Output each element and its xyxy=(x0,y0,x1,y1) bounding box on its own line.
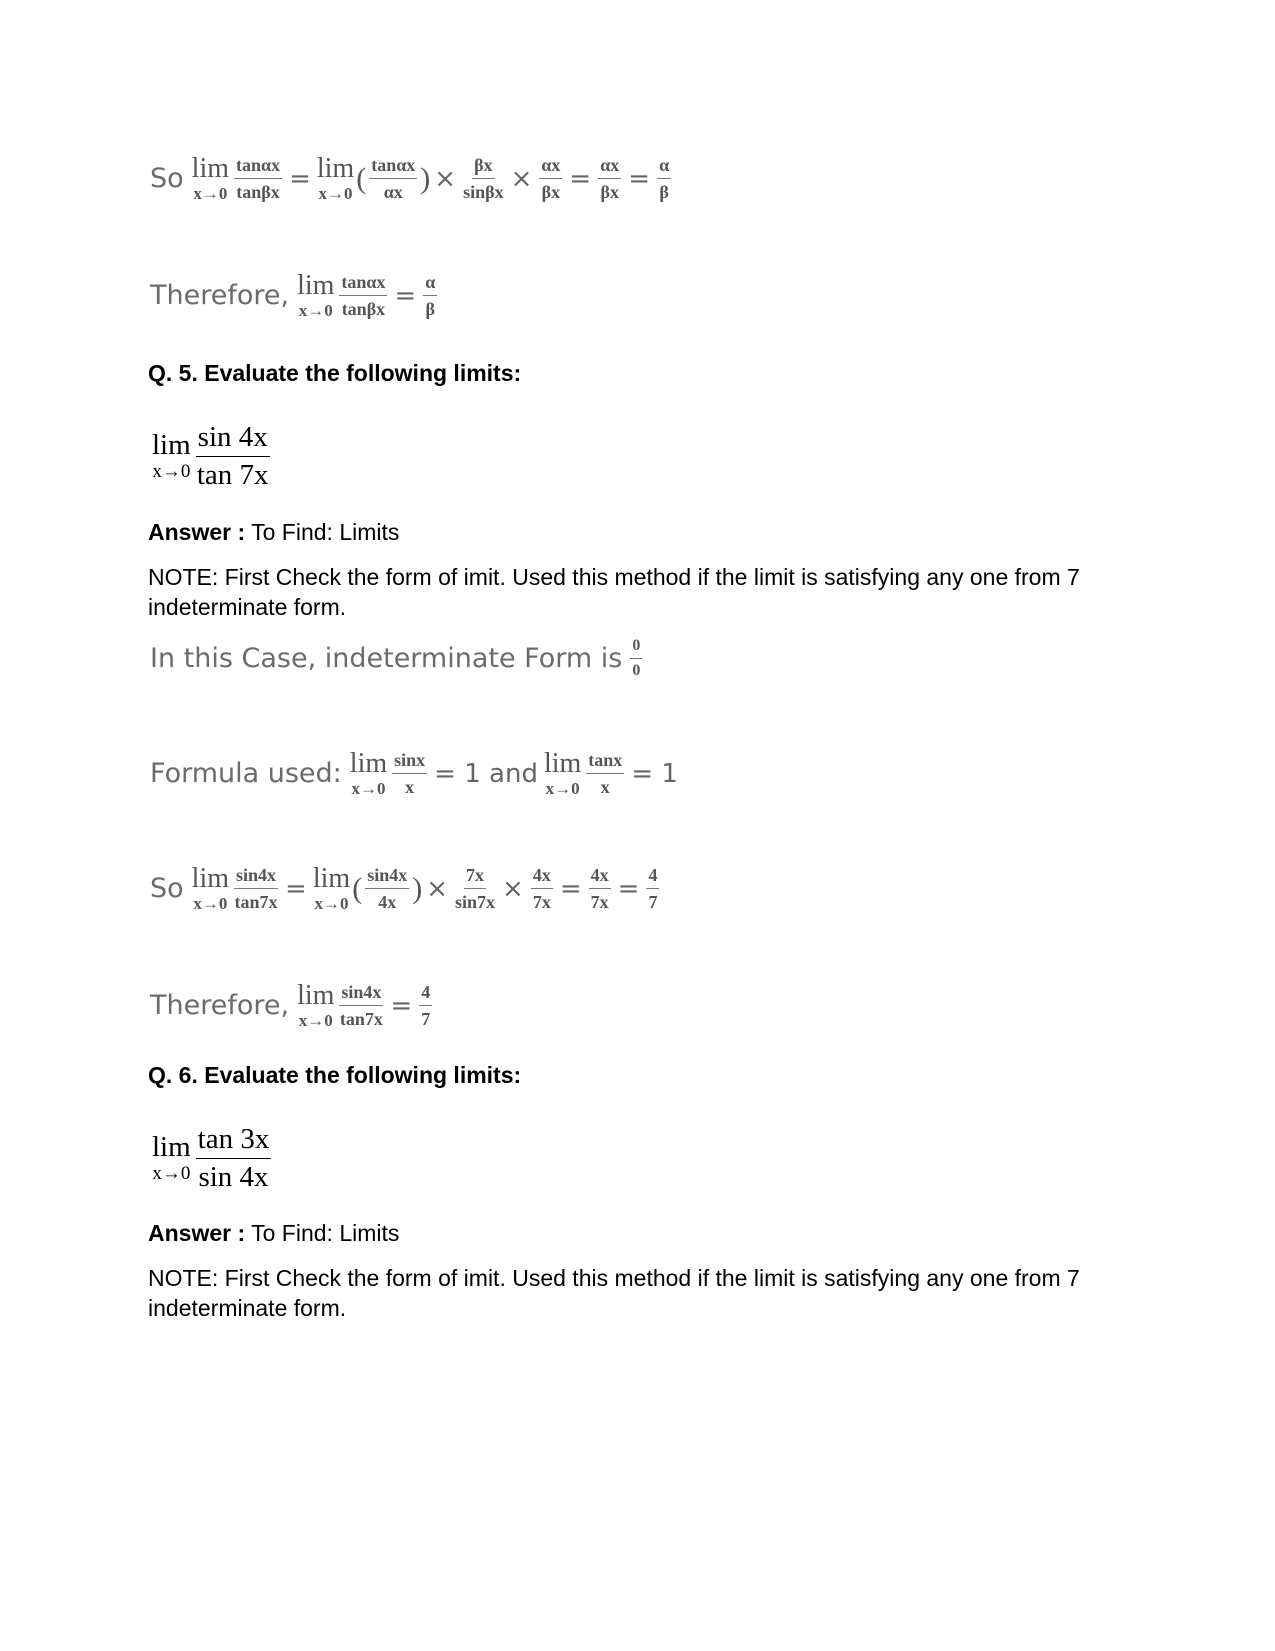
paren-close: ) xyxy=(412,871,423,905)
equals-sign: = xyxy=(394,280,417,311)
question-6-title: Q. 6. Evaluate the following limits: xyxy=(148,1062,522,1088)
indeterminate-form-line xyxy=(150,638,645,680)
fraction: $\frac{4x}{7x}$ xyxy=(590,864,609,912)
equals-and: = 1 and xyxy=(434,758,538,789)
fraction: $\frac{\sin x}{x}$ xyxy=(394,749,426,797)
so-alpha-equation xyxy=(150,155,674,202)
fraction: $\frac{7x}{\sin 7x}$ xyxy=(455,864,496,912)
answer-label: Answer : xyxy=(148,519,246,545)
question-5-note: NOTE: First Check the form of imit. Used this method if the limit is satisfying any one from 7 indeterminate form. xyxy=(148,564,1080,620)
equals-sign: = xyxy=(289,163,311,194)
limit-operator: lim x→0 xyxy=(191,153,230,203)
therefore-q5-equation xyxy=(150,982,435,1029)
fraction: $\frac{\alpha x}{\beta x}$ xyxy=(600,154,620,202)
times-sign: × xyxy=(434,163,457,194)
times-sign: × xyxy=(510,163,533,194)
limit-operator: lim x→0 xyxy=(316,153,355,203)
fraction: $\frac{\sin 4x}{\tan 7x}$ xyxy=(339,981,383,1029)
so-label: So xyxy=(150,163,184,194)
limit-operator: lim x→0 xyxy=(191,863,230,913)
therefore-label: Therefore, xyxy=(150,280,290,311)
fraction: sin4x 4x xyxy=(367,864,408,912)
limit-operator: lim x→0 xyxy=(543,748,582,798)
fraction: $\frac{\tan\alpha x}{\tan\beta x}$ xyxy=(341,271,386,319)
fraction: $\frac{4}{7}$ xyxy=(648,864,658,912)
so-label: So xyxy=(150,873,184,904)
therefore-label: Therefore, xyxy=(150,990,290,1021)
formula-label: Formula used: xyxy=(150,758,342,789)
fraction: $\frac{4}{7}$ xyxy=(421,981,431,1029)
equals-sign: = xyxy=(569,163,592,194)
so-q5-equation xyxy=(150,865,662,912)
limit-operator: lim x→0 xyxy=(297,980,335,1030)
fraction: $\frac{4x}{7x}$ xyxy=(532,864,551,912)
equals-sign: = xyxy=(628,163,651,194)
paren-open: ( xyxy=(352,871,363,905)
equals-one: = 1 xyxy=(631,758,678,789)
question-5-title: Q. 5. Evaluate the following limits: xyxy=(148,360,522,386)
question-6-note: NOTE: First Check the form of imit. Used this method if the limit is satisfying any one from 7 indeterminate form. xyxy=(148,1265,1080,1321)
paren-open: ( xyxy=(356,161,367,195)
equals-sign: = xyxy=(390,990,413,1021)
paren-close: ) xyxy=(420,161,431,195)
formula-used-line xyxy=(150,750,682,797)
therefore-alpha-equation xyxy=(150,272,440,319)
question-6-answer xyxy=(148,1218,1108,1248)
equals-sign: = xyxy=(617,873,640,904)
fraction: $\frac{\alpha}{\beta}$ xyxy=(425,271,436,319)
fraction: $\frac{\alpha}{\beta}$ xyxy=(659,154,670,202)
fraction: $\frac{\tan x}{x}$ xyxy=(588,749,623,797)
fraction: $\frac{\tan\alpha x}{\tan\beta x}$ xyxy=(236,154,281,202)
limit-operator: lim x→0 xyxy=(349,748,388,798)
fraction: $\frac{\beta x}{\sin\beta x}$ xyxy=(463,154,504,202)
answer-text: To Find: Limits xyxy=(245,1220,400,1246)
fraction: $\frac{\alpha x}{\beta x}$ xyxy=(541,154,561,202)
question-6-problem xyxy=(150,1124,274,1193)
question-5-problem xyxy=(150,422,273,491)
times-sign: × xyxy=(502,873,524,904)
fraction: $\frac{\sin 4x}{\tan 7x}$ xyxy=(234,864,278,912)
answer-label: Answer : xyxy=(148,1220,246,1246)
equals-sign: = xyxy=(285,873,307,904)
limit-operator: lim x→0 xyxy=(152,1131,191,1185)
answer-text: To Find: Limits xyxy=(245,519,400,545)
equals-sign: = xyxy=(559,873,582,904)
fraction: tanαx αx xyxy=(371,154,416,202)
indeterminate-text: In this Case, indeterminate Form is xyxy=(150,643,623,675)
zero-over-zero: 0 0 xyxy=(632,637,641,679)
limit-operator: lim x→0 xyxy=(297,270,335,320)
limit-operator: lim x→0 xyxy=(152,429,191,483)
question-5-answer xyxy=(148,517,1108,547)
problem-fraction: sin 4x tan 7x xyxy=(196,421,269,492)
limit-operator: lim x→0 xyxy=(312,863,351,913)
problem-fraction: tan 3x sin 4x xyxy=(197,1123,270,1194)
times-sign: × xyxy=(426,873,449,904)
